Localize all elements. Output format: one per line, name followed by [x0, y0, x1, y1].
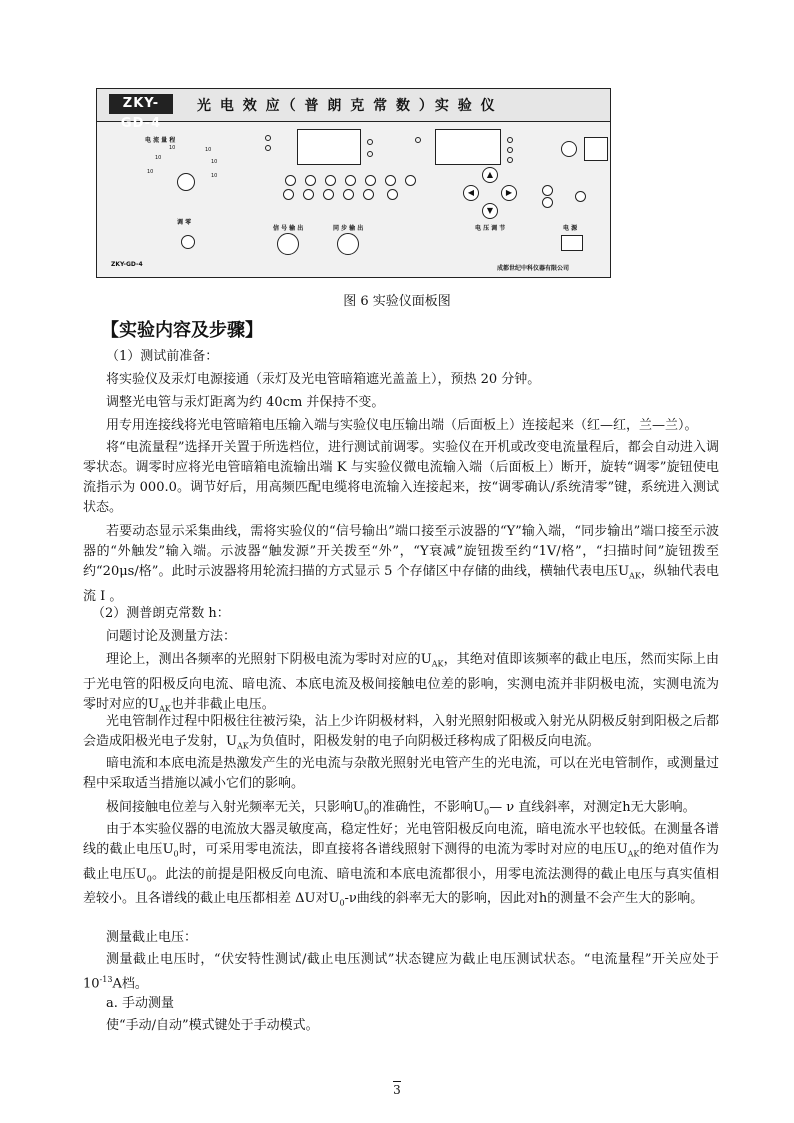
arrow-down-icon: ▼: [482, 203, 498, 219]
paragraph: 若要动态显示采集曲线，需将实验仪的“信号输出”端口接至示波器的“Y”输入端，“同步输出”端口接至示波器的“外触发”输入端。示波器“触发源”开关拨至“外”，“Y衰减”旋钮拨至约“1V/格”，“扫描时间”旋钮拨至约“20μs/格”。此时示波器将用轮流扫描的方式显示 5 个存储区中存储的曲线，横轴代表电压$U_{AK}$，纵轴代表电流 I 。: [83, 524, 719, 604]
panel-button: [323, 189, 334, 200]
paragraph: 问题讨论及测量方法：: [106, 629, 237, 644]
paragraph: 将“电流量程”选择开关置于所选档位，进行测试前调零。实验仪在开机或改变电流量程后，都会自动进入调零状态。调零时应将光电管暗箱电流输出端 K 与实验仪微电流输入端（后面板上）断开，旋转“调零”旋钮使电流指示为 000.0。调节好后，用高频匹配电缆将电流输入连接起来，按“调零确认/系统清零”键，系统进入测试状态。: [83, 440, 719, 515]
arrow-left-icon: ◀: [463, 185, 479, 201]
paragraph: 调整光电管与汞灯距离为约 40cm 并保持不变。: [106, 395, 385, 410]
range-tick: 10: [211, 159, 218, 165]
paragraph: 理论上，测出各频率的光照射下阴极电流为零时对应的$U_{AK}$，其绝对值即该频率的截止电压，然而实际上由于光电管的阳极反向电流、暗电流、本底电流及极间接触电位差的影响，实测电流并非阴极电流，实测电流为零时对应的$U_{AK}$也并非截止电压。: [83, 652, 719, 714]
panel-button: [283, 189, 294, 200]
panel-button: [345, 175, 356, 186]
range-tick: 10: [147, 169, 154, 175]
instrument-panel-figure: [96, 88, 611, 278]
panel-header: [97, 89, 610, 131]
range-tick: 10: [205, 147, 212, 153]
voltage-display: [435, 129, 501, 165]
sync-out-label: 同 步 输 出: [333, 225, 364, 232]
arrow-right-icon: ▶: [501, 185, 517, 201]
power-label: 电 源: [563, 225, 578, 232]
panel-button: [305, 175, 316, 186]
sync-out-connector: [337, 233, 359, 255]
range-tick: 10: [155, 155, 162, 161]
panel-button: [303, 189, 314, 200]
arrow-up-icon: ▲: [482, 167, 498, 183]
panel-button: [325, 175, 336, 186]
zero-knob: [181, 235, 195, 249]
current-range-knob: [177, 173, 195, 191]
figure-caption: 图 6 实验仪面板图: [343, 294, 451, 309]
current-range-label: 电 流 量 程: [145, 137, 176, 144]
panel-button: [542, 185, 553, 196]
panel-button: [385, 175, 396, 186]
paragraph: 光电管制作过程中阳极往往被污染，沾上少许阴极材料，入射光照射阳极或入射光从阴极反射到阳极之后都会造成阳极光电子发射，$U_{AK}$为负值时，阳极发射的电子向阴极迁移构成了阳极反向电流。: [83, 714, 719, 751]
panel-button: [363, 189, 374, 200]
indicator-led: [507, 147, 513, 153]
panel-logo: ZKY-GD-4: [111, 261, 143, 268]
indicator-led: [265, 145, 271, 151]
paragraph: 将实验仪及汞灯电源接通（汞灯及光电管暗箱遮光盖盖上），预热 20 分钟。: [106, 372, 541, 387]
zero-label: 调 零: [177, 219, 192, 226]
paragraph: （2）测普朗克常数 h：: [92, 606, 230, 621]
panel-button: [365, 175, 376, 186]
indicator-led: [367, 151, 373, 157]
indicator-led: [507, 157, 513, 163]
paragraph: a. 手动测量: [106, 996, 175, 1011]
current-display: [297, 129, 361, 165]
paragraph: 使“手动/自动”模式键处于手动模式。: [106, 1018, 319, 1033]
panel-button: [285, 175, 296, 186]
paragraph: 测量截止电压：: [106, 930, 198, 945]
indicator-led: [507, 137, 513, 143]
paragraph: 由于本实验仪器的电流放大器灵敏度高，稳定性好；光电管阳极反向电流，暗电流水平也较低。在测量各谱线的截止电压$U_0$时，可采用零电流法，即直接将各谱线照射下测得的电流为零时对应的电压$U_{AK}$的绝对值作为截止电压$U_0$。此法的前提是阳极反向电流、暗电流和本底电流都很小，用零电流法测得的截止电压与真实值相差较小。且各谱线的截止电压都相差 ΔU对$U_0-\nu$曲线的斜率无大的影响，因此对h的测量不会产生大的影响。: [83, 822, 719, 908]
voltage-adjust-label: 电 压 调 节: [475, 225, 506, 232]
range-switch: [584, 137, 608, 161]
indicator-led: [367, 139, 373, 145]
range-tick: 10: [211, 173, 218, 179]
indicator-led: [415, 137, 421, 143]
panel-model-label: ZKY-GD-4: [109, 94, 173, 114]
panel-button: [405, 175, 416, 186]
page-number: 3: [393, 1083, 401, 1097]
signal-out-connector: [277, 233, 299, 255]
section-title: 【实验内容及步骤】: [101, 320, 263, 341]
maker-label: 成都世纪中科仪器有限公司: [497, 265, 570, 272]
panel-button: [575, 191, 586, 202]
indicator-led: [265, 135, 271, 141]
mode-knob: [561, 141, 577, 157]
panel-button: [387, 189, 398, 200]
paragraph: 极间接触电位差与入射光频率无关，只影响$U_0$的准确性，不影响$U_0—$ ν 直线斜率，对测定h无大影响。: [106, 800, 696, 817]
paragraph: （1）测试前准备：: [106, 349, 219, 364]
signal-out-label: 信 号 输 出: [273, 225, 304, 232]
panel-button: [542, 197, 553, 208]
paragraph: 暗电流和本底电流是热激发产生的光电流与杂散光照射光电管产生的光电流，可以在光电管制作，或测量过程中采取适当措施以减小它们的影响。: [83, 756, 719, 791]
power-switch: [561, 235, 583, 251]
panel-title: 光 电 效 应（ 普 朗 克 常 数 ）实 验 仪: [197, 98, 497, 114]
range-tick: 10: [169, 145, 176, 151]
panel-button: [343, 189, 354, 200]
paragraph: 用专用连接线将光电管暗箱电压输入端与实验仪电压输出端（后面板上）连接起来（红—红，兰—兰）。: [106, 418, 698, 433]
paragraph: 测量截止电压时，“伏安特性测试/截止电压测试”状态键应为截止电压测试状态。“电流量程”开关应处于 $10^{-13}A$档。: [83, 952, 719, 992]
